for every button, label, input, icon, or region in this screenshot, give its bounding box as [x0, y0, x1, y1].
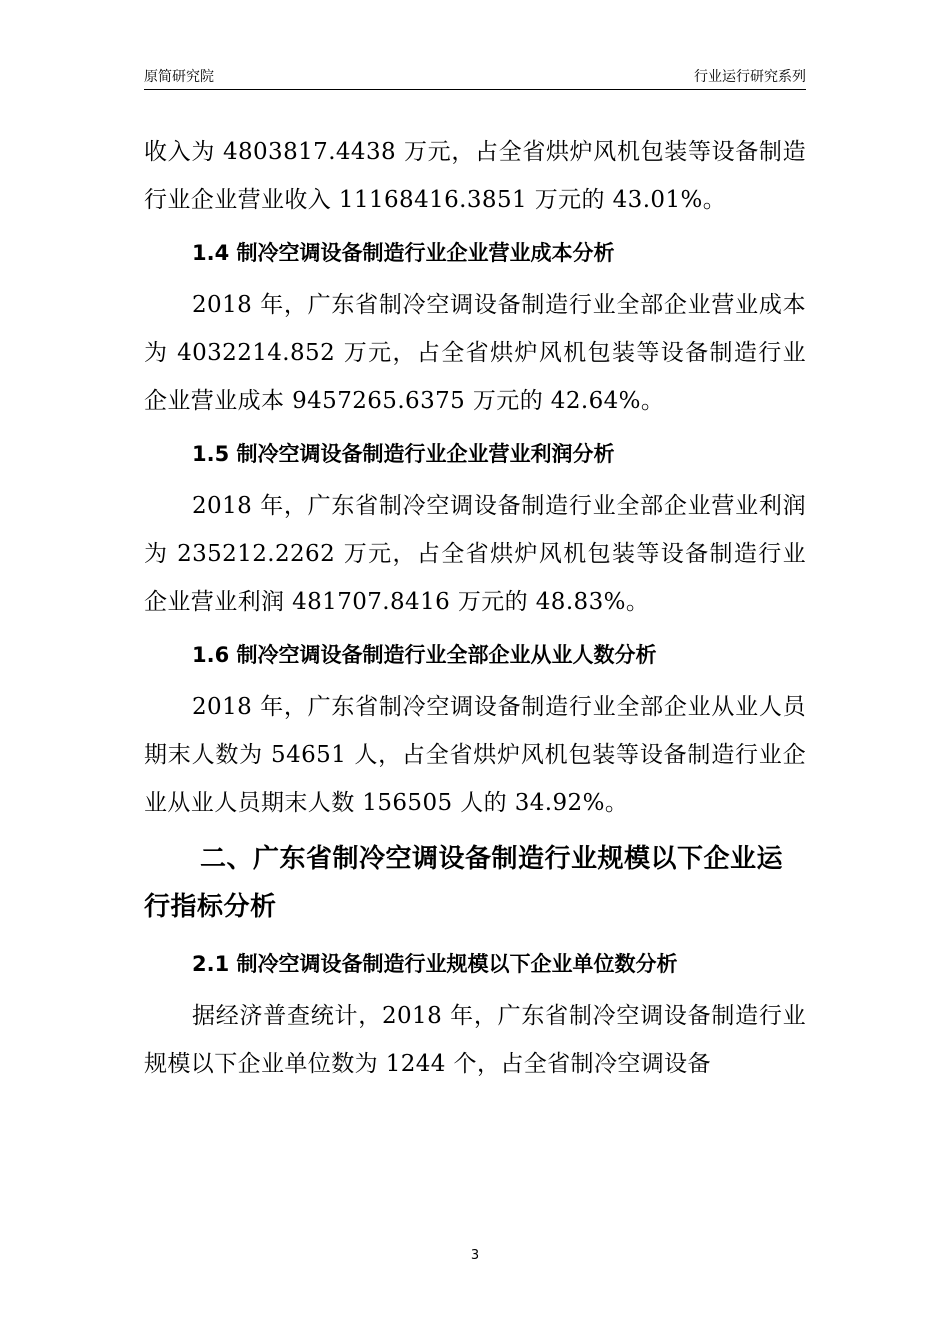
- header-org-name: 原简研究院: [144, 69, 214, 85]
- heading-1-5-operating-profit: 1.5 制冷空调设备制造行业企业营业利润分析: [192, 442, 615, 466]
- paragraph-employees: 2018 年，广东省制冷空调设备制造行业全部企业从业人员期末人数为 54651 人，占全省烘炉风机包装等设备制造行业企业从业人员期末人数 156505 人的 34.92%。: [144, 694, 806, 816]
- heading-1-6-employees: 1.6 制冷空调设备制造行业全部企业从业人数分析: [192, 643, 657, 667]
- document-body: [144, 128, 806, 1088]
- header-series-title: 行业运行研究系列: [694, 69, 806, 85]
- paragraph-unit-count: 据经济普查统计，2018 年，广东省制冷空调设备制造行业规模以下企业单位数为 1244 个，占全省制冷空调设备: [144, 1003, 806, 1077]
- page-header: [144, 66, 806, 88]
- page-number: 3: [470, 1248, 480, 1263]
- paragraph-operating-cost: 2018 年，广东省制冷空调设备制造行业全部企业营业成本为 4032214.852 万元，占全省烘炉风机包装等设备制造行业企业营业成本 9457265.6375 万元的 42.64%。: [144, 292, 806, 414]
- heading-1-4-operating-cost: 1.4 制冷空调设备制造行业企业营业成本分析: [192, 241, 615, 265]
- heading-2-1-unit-count: 2.1 制冷空调设备制造行业规模以下企业单位数分析: [192, 952, 678, 976]
- paragraph-operating-profit: 2018 年，广东省制冷空调设备制造行业全部企业营业利润为 235212.2262 万元，占全省烘炉风机包装等设备制造行业企业营业利润 481707.8416 万元的 48.83%。: [144, 493, 806, 615]
- section-2-heading: 二、广东省制冷空调设备制造行业规模以下企业运行指标分析: [144, 844, 784, 922]
- header-divider: [144, 89, 806, 90]
- paragraph-revenue-continued: 收入为 4803817.4438 万元，占全省烘炉风机包装等设备制造行业企业营业收入 11168416.3851 万元的 43.01%。: [144, 139, 806, 213]
